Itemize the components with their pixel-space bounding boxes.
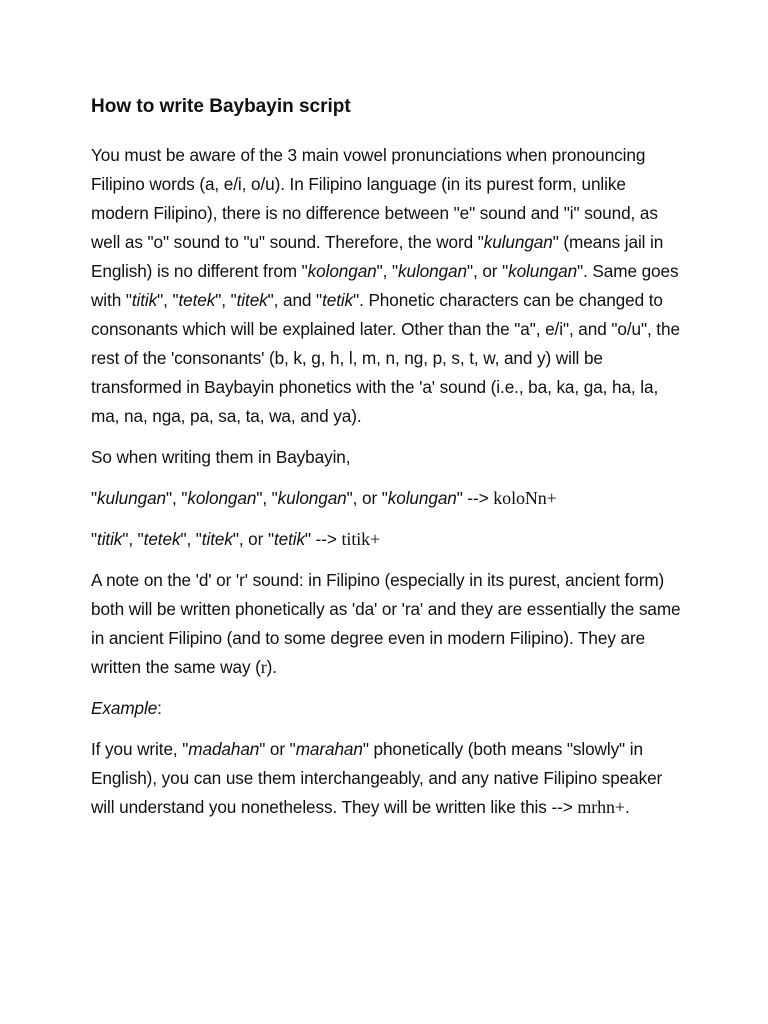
italic-word: titek: [201, 529, 233, 549]
baybayin-text: titik+: [341, 529, 381, 549]
text-run: ": [91, 529, 98, 549]
text-run: " or ": [259, 739, 296, 759]
italic-word: titik: [131, 290, 158, 310]
dr-sound-note-paragraph: [91, 566, 688, 682]
document-title: How to write Baybayin script: [91, 96, 351, 117]
italic-word: kolongan: [307, 261, 377, 281]
baybayin-text: r: [260, 657, 267, 677]
text-run: " phonetically (both means "slowly" in English), you can use them interchangeably, and any native Filipino speaker will understand you nonetheless. They will be written like this -->: [91, 739, 663, 817]
text-run: ": [91, 488, 98, 508]
text-run: If you write, ": [91, 739, 189, 759]
example-line-titik: [91, 525, 688, 554]
italic-word: kulongan: [277, 488, 347, 508]
text-run: ", or ": [232, 529, 274, 549]
example-line-kulungan: [91, 484, 688, 513]
text-run: ", and ": [267, 290, 323, 310]
italic-word: Example: [91, 698, 158, 718]
italic-word: kolungan: [508, 261, 578, 281]
italic-word: madahan: [188, 739, 260, 759]
text-run: :: [157, 698, 162, 718]
italic-word: kolongan: [187, 488, 257, 508]
italic-word: tetek: [178, 290, 216, 310]
intro-paragraph: [91, 141, 688, 431]
text-run: ", ": [157, 290, 179, 310]
italic-word: kulongan: [398, 261, 467, 281]
madahan-example-paragraph: [91, 735, 688, 822]
text-run: ", ": [376, 261, 398, 281]
baybayin-text: koloNn+: [493, 488, 557, 508]
writing-intro-paragraph: So when writing them in Baybayin,: [91, 447, 351, 467]
text-run: ". Phonetic characters can be changed to consonants which will be explained later. Other than the "a", e/i", and "o/u", the rest of the 'consonants' (b, k, g, h, l, m, n, ng, p, s, t, w, and y) will be transformed in Baybayin phonetics with the 'a' sound (i.e., ba, ka, ga, ha, la, ma, na, nga, pa, sa, ta, wa, and ya).: [91, 290, 680, 426]
text-run: A note on the 'd' or 'r' sound: in Filipino (especially in its purest, ancient form) both will be written phonetically as 'da' or 'ra' and they are essentially the same in ancient Filipino (and to some degree even in modern Filipino). They are written the same way (: [91, 570, 681, 677]
italic-word: tetik: [273, 529, 305, 549]
text-run: ", ": [256, 488, 278, 508]
italic-word: marahan: [295, 739, 363, 759]
italic-word: kulungan: [97, 488, 166, 508]
text-run: " (means jail in English) is no different from ": [91, 232, 664, 281]
text-run: " -->: [304, 529, 342, 549]
text-run: ", ": [215, 290, 237, 310]
italic-word: titik: [97, 529, 123, 549]
italic-word: kolungan: [387, 488, 457, 508]
example-label: [91, 694, 688, 723]
text-run: ". Same goes with ": [91, 261, 679, 310]
text-run: ", or ": [346, 488, 388, 508]
italic-word: tetek: [143, 529, 181, 549]
text-run: ", ": [165, 488, 188, 508]
text-run: ", or ": [466, 261, 509, 281]
italic-word: tetik: [322, 290, 354, 310]
italic-word: kulungan: [483, 232, 553, 252]
text-run: .: [624, 797, 630, 817]
italic-word: titek: [236, 290, 268, 310]
baybayin-text: mrhn+: [577, 797, 625, 817]
text-run: You must be aware of the 3 main vowel pronunciations when pronouncing Filipino words (a, e/i, o/u). In Filipino language (in its purest form, unlike modern Filipino), there is no difference between "e" sound and "i" sound, as well as "o" sound to "u" sound. Therefore, the word ": [91, 145, 658, 252]
text-run: ", ": [122, 529, 144, 549]
text-run: ).: [266, 657, 277, 677]
text-run: " -->: [456, 488, 494, 508]
text-run: ", ": [180, 529, 202, 549]
